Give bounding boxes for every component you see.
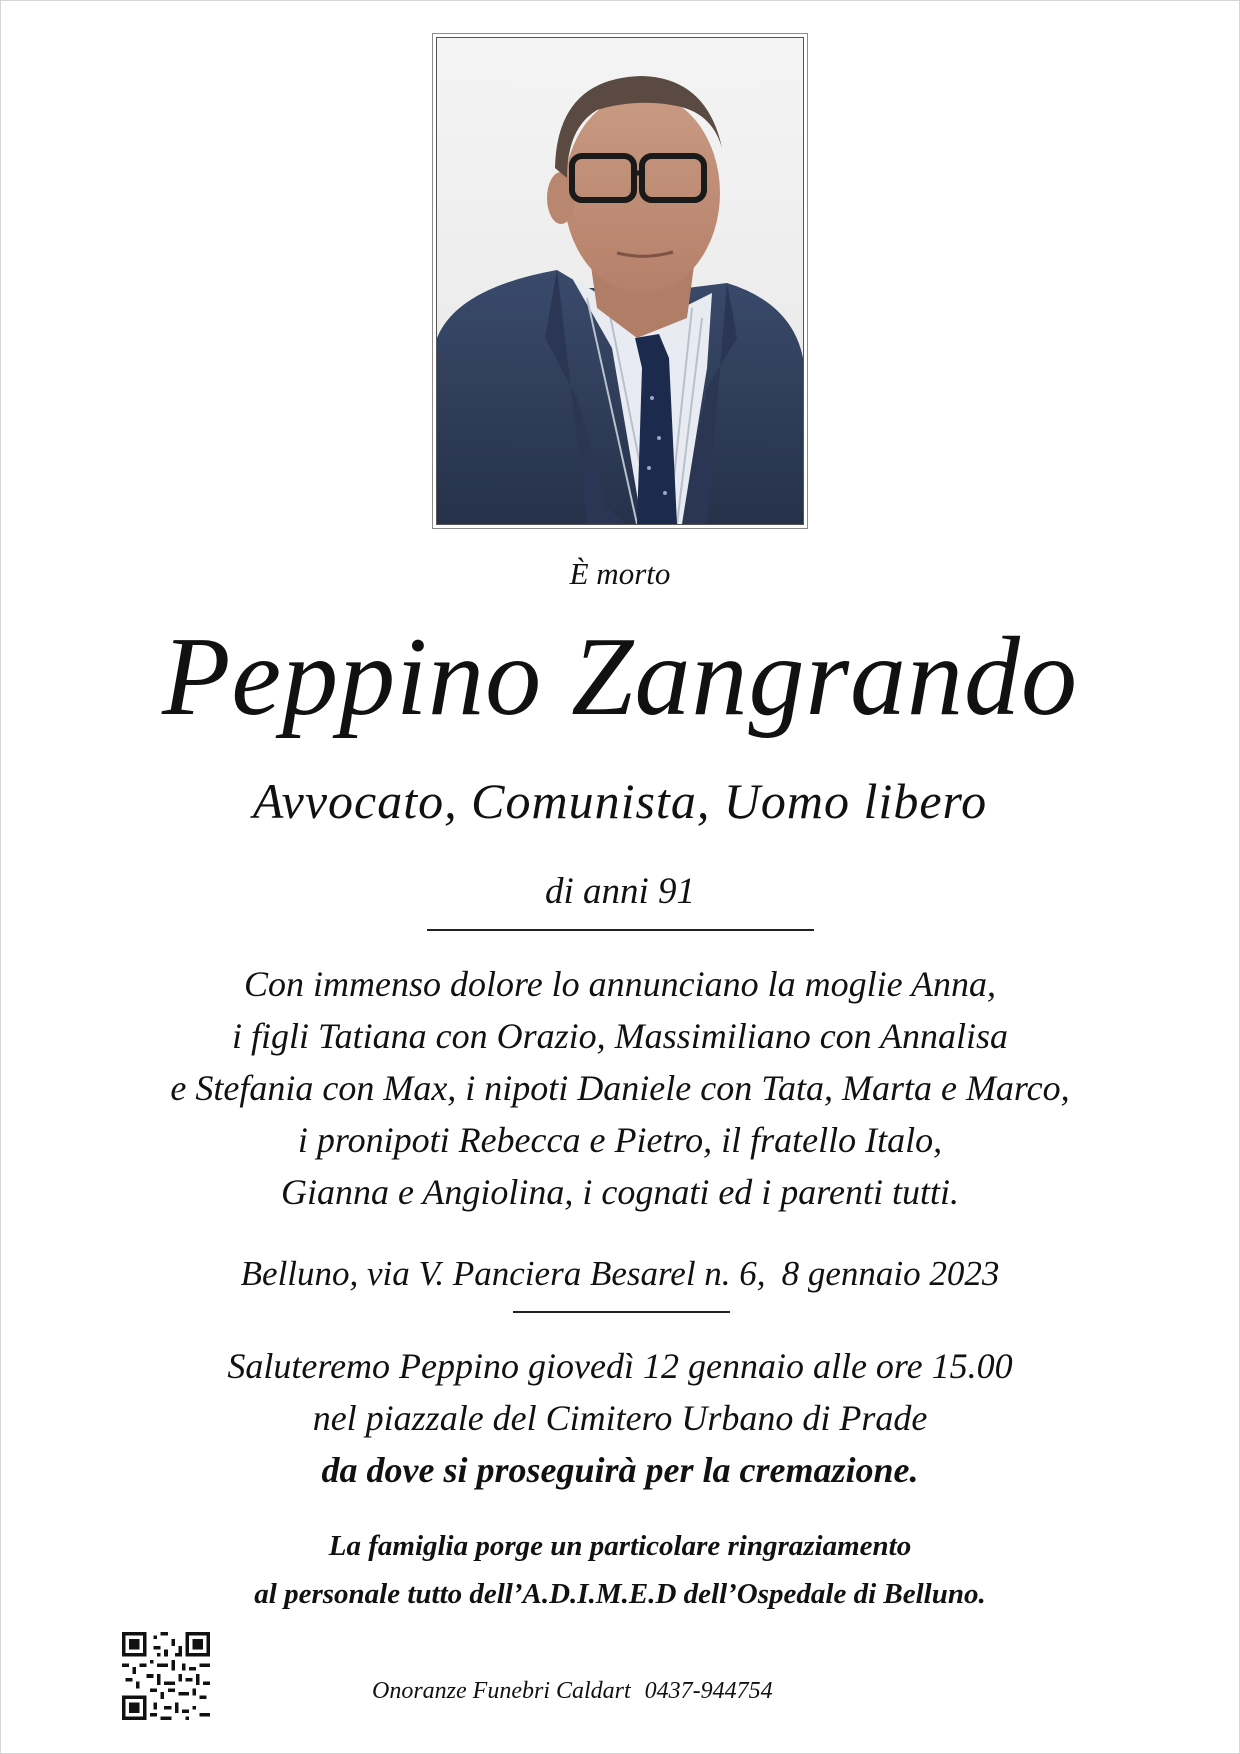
service-line: Saluteremo Peppino giovedì 12 gennaio alle ore 15.00 [227,1346,1013,1386]
portrait-photo [436,37,804,525]
funeral-service-info [0,1340,1240,1496]
qr-code-icon [122,1632,210,1720]
deceased-name: Peppino Zangrando [161,615,1079,739]
family-line: e Stefania con Max, i nipoti Daniele con Tata, Marta e Marco, [170,1068,1070,1108]
portrait-photo-frame [432,33,808,529]
service-line: nel piazzale del Cimitero Urbano di Prade [312,1398,928,1438]
divider [427,929,814,931]
intro-text: È morto [569,556,671,591]
epithet-text: Avvocato, Comunista, Uomo libero [252,773,988,829]
family-announcement [0,958,1240,1218]
funeral-home-footer [372,1678,773,1705]
funeral-home-phone: 0437-944754 [644,1678,773,1704]
thanks-line: La famiglia porge un particolare ringraziamento [328,1530,912,1562]
funeral-home-name: Onoranze Funebri Caldart [372,1678,631,1704]
place-date [0,1254,1240,1294]
qr-code-graphic [122,1632,210,1720]
thanks-line: al personale tutto dell’A.D.I.M.E.D dell’Ospedale di Belluno. [254,1578,986,1610]
family-line: i pronipoti Rebecca e Pietro, il fratello Italo, [297,1120,943,1160]
thanks-note [0,1522,1240,1618]
family-line: Con immenso dolore lo annunciano la moglie Anna, [244,964,996,1004]
address-text: Belluno, via V. Panciera Besarel n. 6, [240,1254,766,1293]
family-line: Gianna e Angiolina, i cognati ed i parenti tutti. [281,1172,959,1212]
date-text: 8 gennaio 2023 [781,1254,1000,1293]
portrait-illustration [437,38,803,524]
age-text: di anni 91 [544,871,696,912]
service-line-bold: da dove si proseguirà per la cremazione. [321,1450,919,1490]
family-line: i figli Tatiana con Orazio, Massimiliano con Annalisa [231,1016,1009,1056]
divider [513,1311,730,1313]
